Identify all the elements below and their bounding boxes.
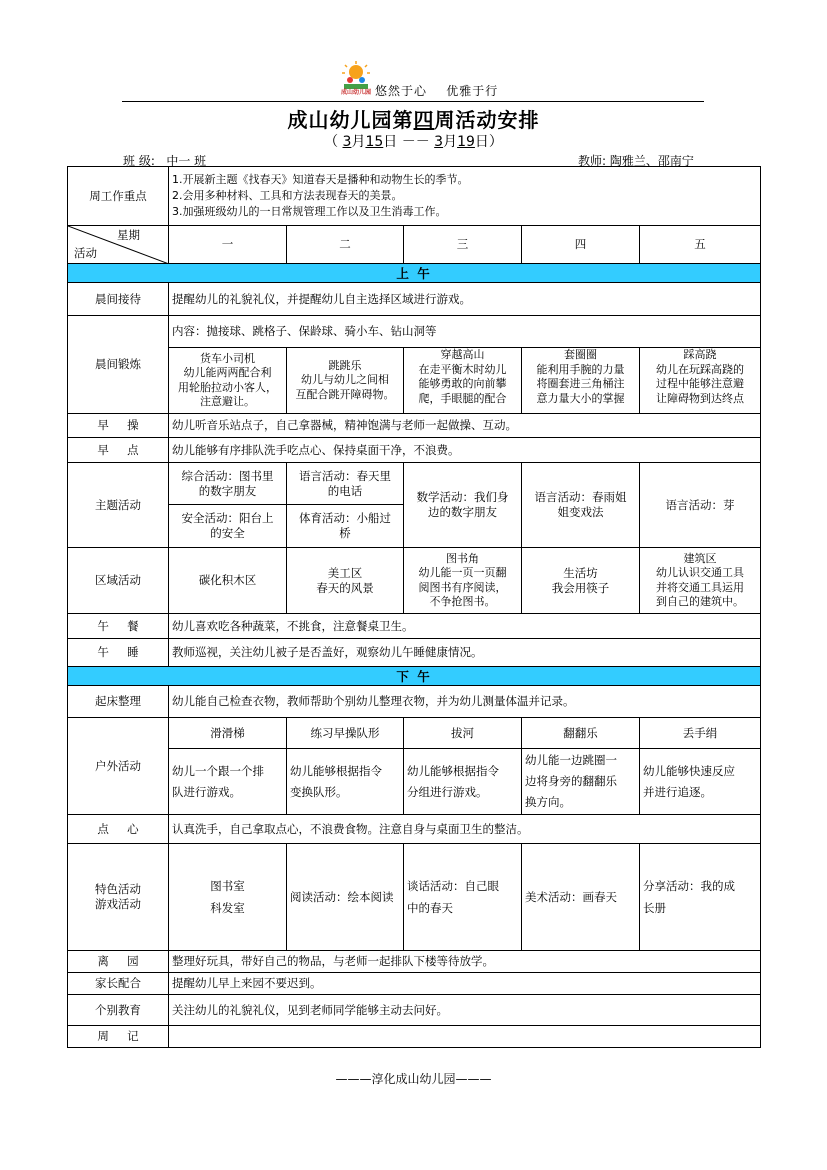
exercise-content: 内容：抛接球、跳格子、保龄球、骑小车、钻山洞等 <box>169 316 761 348</box>
logo-caption: 成山幼儿园 <box>340 89 371 96</box>
exercise-wed: 穿越高山 在走平衡木时幼儿 能够勇敢的向前攀 爬，手眼腿的配合 <box>404 348 522 414</box>
page-footer: ———淳化成山幼儿园——— <box>335 1072 492 1086</box>
morning-exercise-text: 幼儿听音乐站点子，自己拿器械，精神饱满与老师一起做操、互动。 <box>169 414 761 438</box>
outdoor-title-wed: 拔河 <box>404 718 522 749</box>
focus-row <box>68 167 761 226</box>
afternoon-band-label: 下 午 <box>68 667 761 686</box>
notes-label: 周 记 <box>68 1026 169 1048</box>
special-fri: 分享活动：我的成 长册 <box>640 844 761 951</box>
weekday-fri: 五 <box>640 226 761 264</box>
individual-text: 关注幼儿的礼貌礼仪，见到老师同学能够主动去问好。 <box>169 995 761 1026</box>
lunch-text: 幼儿喜欢吃各种蔬菜，不挑食，注意餐桌卫生。 <box>169 614 761 639</box>
reception-label: 晨间接待 <box>68 283 169 316</box>
special-label: 特色活动 游戏活动 <box>68 844 169 951</box>
outdoor-title-tue: 练习早操队形 <box>287 718 404 749</box>
diagonal-header-cell <box>68 226 169 264</box>
theme-label: 主题活动 <box>68 463 169 548</box>
snack-row <box>68 438 761 463</box>
outdoor-text-tue: 幼儿能够根据指令 变换队形。 <box>287 749 404 815</box>
wake-text: 幼儿能自己检查衣物，教师帮助个别幼儿整理衣物，并为幼儿测量体温并记录。 <box>169 686 761 718</box>
outdoor-label: 户外活动 <box>68 718 169 815</box>
special-wed: 谈话活动：自己眼 中的春天 <box>404 844 522 951</box>
parent-label: 家长配合 <box>68 973 169 995</box>
individual-row <box>68 995 761 1026</box>
outdoor-title-row <box>68 718 761 749</box>
leave-row <box>68 951 761 973</box>
outdoor-title-mon: 滑滑梯 <box>169 718 287 749</box>
outdoor-text-thu: 幼儿能一边跳圈一 边将身旁的翻翻乐 换方向。 <box>522 749 640 815</box>
theme-row-a <box>68 463 761 505</box>
theme-tue-a: 语言活动：春天里 的电话 <box>287 463 404 505</box>
theme-tue-b: 体育活动：小船过 桥 <box>287 505 404 548</box>
theme-mon-b: 安全活动：阳台上 的安全 <box>169 505 287 548</box>
pm-snack-label: 点 心 <box>68 815 169 844</box>
weekday-thu: 四 <box>522 226 640 264</box>
class-info: 班 级: 中一 班 <box>123 154 207 168</box>
header-rule <box>122 101 704 102</box>
nap-row <box>68 639 761 667</box>
special-mon: 图书室 科发室 <box>169 844 287 951</box>
morning-band <box>68 264 761 283</box>
reception-row <box>68 283 761 316</box>
wake-row <box>68 686 761 718</box>
nap-text: 教师巡视，关注幼儿被子是否盖好，观察幼儿午睡健康情况。 <box>169 639 761 667</box>
afternoon-band <box>68 667 761 686</box>
outdoor-text-row <box>68 749 761 815</box>
reception-text: 提醒幼儿的礼貌礼仪，并提醒幼儿自主选择区域进行游戏。 <box>169 283 761 316</box>
diag-activity-label: 活动 <box>74 246 97 260</box>
motto: 悠然于心 优雅于行 <box>375 84 499 98</box>
notes-row <box>68 1026 761 1048</box>
pm-snack-row <box>68 815 761 844</box>
theme-thu: 语言活动：春雨姐 姐变戏法 <box>522 463 640 548</box>
leave-text: 整理好玩具，带好自己的物品，与老师一起排队下楼等待放学。 <box>169 951 761 973</box>
area-mon: 碳化积木区 <box>169 548 287 614</box>
individual-label: 个别教育 <box>68 995 169 1026</box>
focus-content <box>169 167 761 226</box>
lunch-label: 午 餐 <box>68 614 169 639</box>
wake-label: 起床整理 <box>68 686 169 718</box>
focus-label: 周工作重点 <box>68 167 169 226</box>
snack-text: 幼儿能够有序排队洗手吃点心、保持桌面干净，不浪费。 <box>169 438 761 463</box>
exercise-days-row <box>68 348 761 414</box>
nap-label: 午 睡 <box>68 639 169 667</box>
focus-line: 3.加强班级幼儿的一日常规管理工作以及卫生消毒工作。 <box>172 205 447 218</box>
morning-band-label: 上 午 <box>68 264 761 283</box>
pm-snack-text: 认真洗手，自己拿取点心，不浪费食物。注意自身与桌面卫生的整洁。 <box>169 815 761 844</box>
notes-text <box>169 1026 761 1048</box>
exercise-thu: 套圈圈 能利用手腕的力量 将圈套进三角桶注 意力量大小的掌握 <box>522 348 640 414</box>
area-fri: 建筑区 幼儿认识交通工具 并将交通工具运用 到自己的建筑中。 <box>640 548 761 614</box>
exercise-fri: 踩高跷 幼儿在玩踩高跷的 过程中能够注意避 让障碍物到达终点 <box>640 348 761 414</box>
special-tue: 阅读活动：绘本阅读 <box>287 844 404 951</box>
schedule-table <box>67 166 761 1048</box>
special-row <box>68 844 761 951</box>
teacher-info: 教师: 陶雅兰、邵南宁 <box>578 154 694 168</box>
outdoor-text-fri: 幼儿能够快速反应 并进行追逐。 <box>640 749 761 815</box>
exercise-mon: 货车小司机 幼儿能两两配合利 用轮胎拉动小客人， 注意避让。 <box>169 348 287 414</box>
weekday-tue: 二 <box>287 226 404 264</box>
parent-text: 提醒幼儿早上来园不要迟到。 <box>169 973 761 995</box>
outdoor-title-thu: 翻翻乐 <box>522 718 640 749</box>
area-row <box>68 548 761 614</box>
exercise-content-row <box>68 316 761 348</box>
page-title: 成山幼儿园第四周活动安排 <box>287 108 540 132</box>
exercise-tue: 跳跳乐 幼儿与幼儿之间相 互配合跳开障碍物。 <box>287 348 404 414</box>
outdoor-text-wed: 幼儿能够根据指令 分组进行游戏。 <box>404 749 522 815</box>
date-range: （ 3月15日 －－ 3月19日） <box>324 134 503 150</box>
morning-exercise-label: 早 操 <box>68 414 169 438</box>
area-thu: 生活坊 我会用筷子 <box>522 548 640 614</box>
morning-exercise-row <box>68 414 761 438</box>
lunch-row <box>68 614 761 639</box>
outdoor-title-fri: 丢手绢 <box>640 718 761 749</box>
special-thu: 美术活动：画春天 <box>522 844 640 951</box>
kindergarten-logo <box>338 60 374 96</box>
leave-label: 离 园 <box>68 951 169 973</box>
outdoor-text-mon: 幼儿一个跟一个排 队进行游戏。 <box>169 749 287 815</box>
focus-line: 1.开展新主题《找春天》知道春天是播种和动物生长的季节。 <box>172 173 469 186</box>
theme-wed: 数学活动：我们身 边的数字朋友 <box>404 463 522 548</box>
theme-fri: 语言活动：芽 <box>640 463 761 548</box>
snack-label: 早 点 <box>68 438 169 463</box>
area-tue: 美工区 春天的风景 <box>287 548 404 614</box>
exercise-label: 晨间锻炼 <box>68 316 169 414</box>
weekday-wed: 三 <box>404 226 522 264</box>
parent-row <box>68 973 761 995</box>
theme-mon-a: 综合活动：图书里 的数字朋友 <box>169 463 287 505</box>
weekday-header-row <box>68 226 761 264</box>
focus-line: 2.会用多种材料、工具和方法表现春天的美景。 <box>172 189 403 202</box>
area-wed: 图书角 幼儿能一页一页翻 阅图书有序阅读， 不争抢图书。 <box>404 548 522 614</box>
area-label: 区域活动 <box>68 548 169 614</box>
weekday-mon: 一 <box>169 226 287 264</box>
diag-weekday-label: 星期 <box>117 228 140 242</box>
